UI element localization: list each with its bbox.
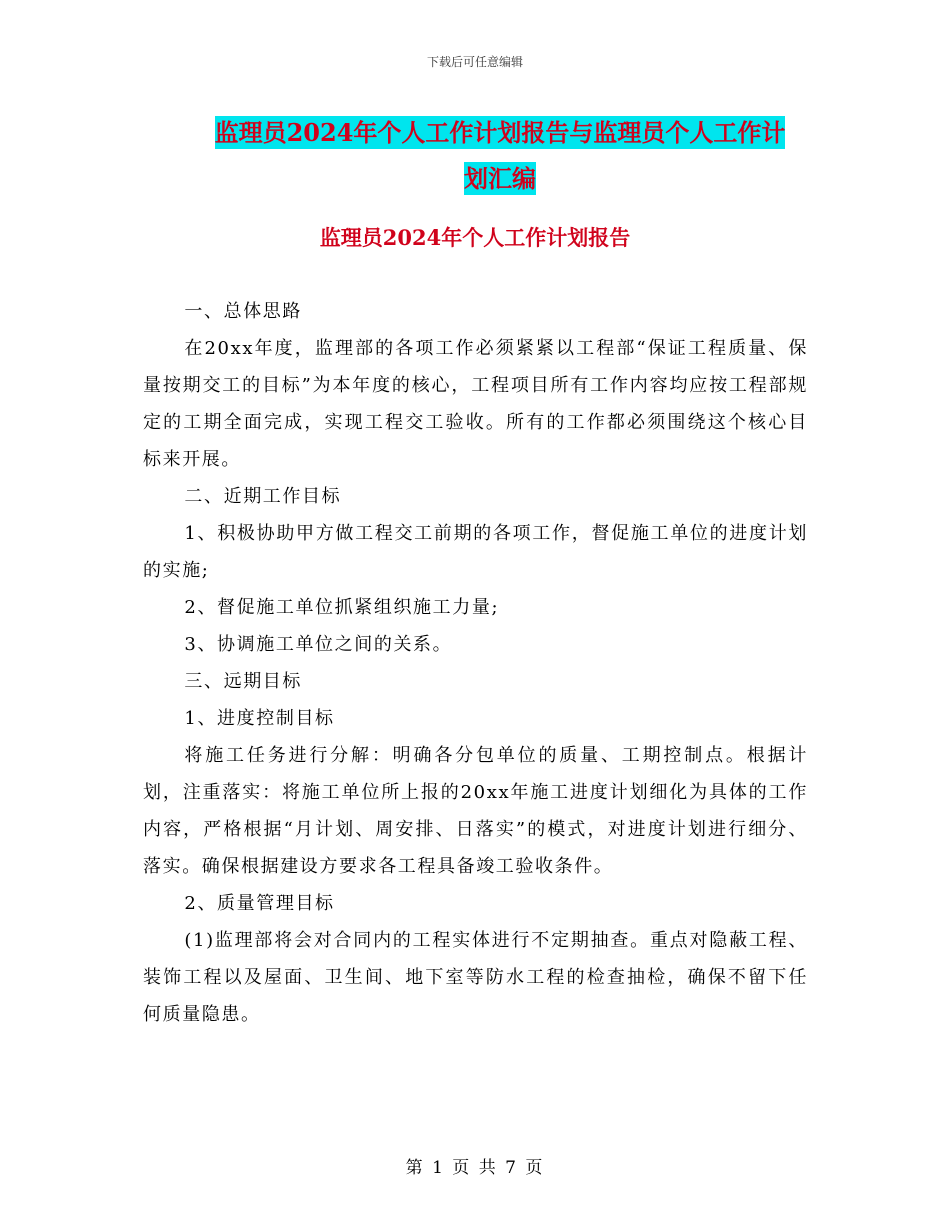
document-title <box>185 110 815 202</box>
paragraph-heading-1: 一、总体思路 <box>184 301 302 322</box>
paragraph: 将施工任务进行分解：明确各分包单位的质量、工期控制点。根据计划，注重落实：将施工单位所上报的20xx年施工进度计划细化为具体的工作内容，严格根据“月计划、周安排、日落实”的模式，对进度计划进行细分、落实。确保根据建设方要求各工程具备竣工验收条件。 <box>143 745 808 877</box>
section-title: 监理员2024年个人工作计划报告 <box>319 225 631 250</box>
title-line-1: 监理员2024年个人工作计划报告与监理员个人工作计 <box>214 118 786 147</box>
paragraph: 在20xx年度，监理部的各项工作必须紧紧以工程部“保证工程质量、保量按期交工的目标”为本年度的核心，工程项目所有工作内容均应按工程部规定的工期全面完成，实现工程交工验收。所有的工作都必须围绕这个核心目标来开展。 <box>143 338 808 470</box>
page-header-note: 下载后可任意编辑 <box>426 55 523 69</box>
paragraph: (1)监理部将会对合同内的工程实体进行不定期抽查。重点对隐蔽工程、装饰工程以及屋面、卫生间、地下室等防水工程的检查抽检，确保不留下任何质量隐患。 <box>143 930 808 1025</box>
document-body <box>143 293 808 1033</box>
page-number: 第 1 页 共 7 页 <box>405 1158 545 1178</box>
paragraph: 1、积极协助甲方做工程交工前期的各项工作，督促施工单位的进度计划的实施; <box>143 523 808 581</box>
paragraph: 3、协调施工单位之间的关系。 <box>184 634 453 655</box>
paragraph-subheading: 1、进度控制目标 <box>184 708 335 729</box>
paragraph-subheading: 2、质量管理目标 <box>184 893 335 914</box>
paragraph-heading-3: 三、远期目标 <box>184 671 302 692</box>
title-line-2: 划汇编 <box>464 164 536 193</box>
paragraph: 2、督促施工单位抓紧组织施工力量; <box>184 597 500 618</box>
paragraph-heading-2: 二、近期工作目标 <box>184 486 342 507</box>
